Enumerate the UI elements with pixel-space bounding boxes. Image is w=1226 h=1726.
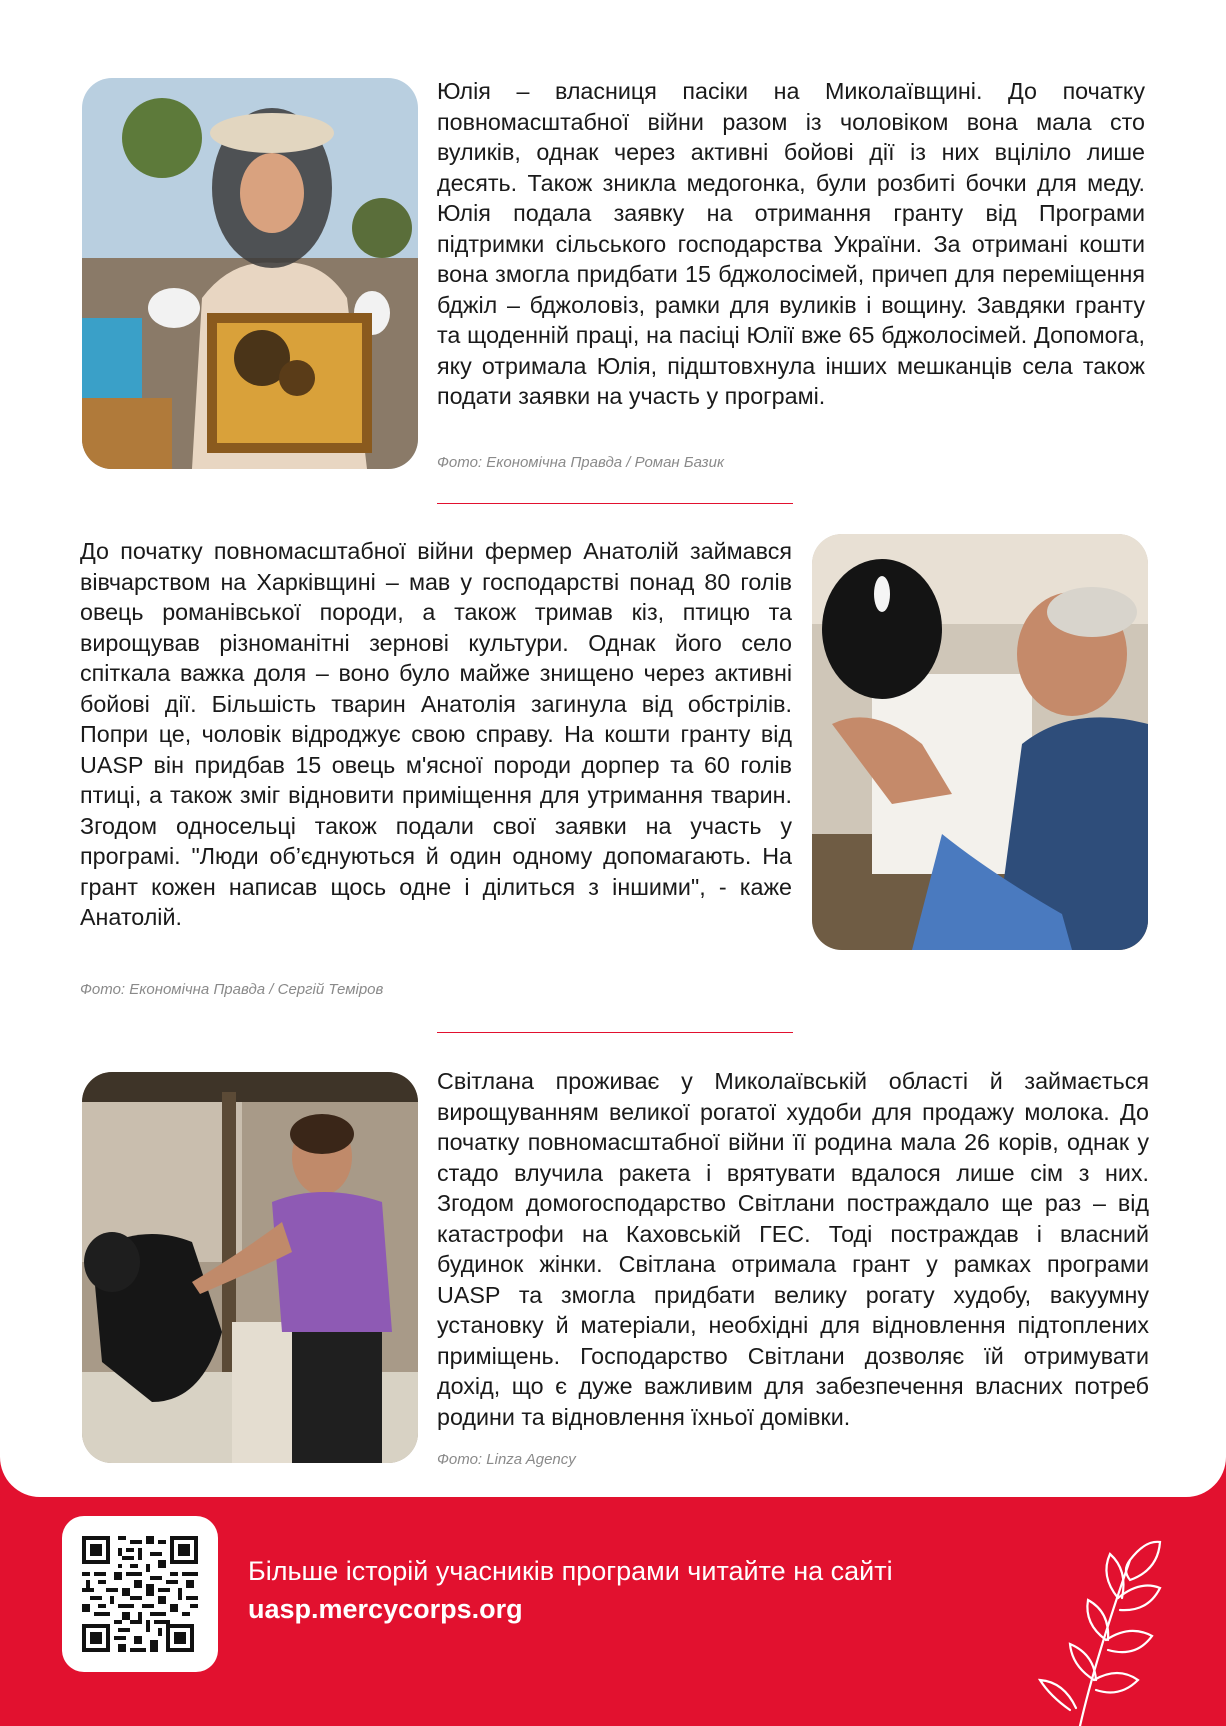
qr-code[interactable]	[62, 1516, 218, 1672]
photo-credit: Фото: Linza Agency	[437, 1451, 576, 1468]
qr-code-icon	[82, 1536, 198, 1652]
story-text: Юлія – власниця пасіки на Миколаївщині. До початку повномасштабної війни разом із чоловіком вона мала сто вуликів, однак через активні бойові дії із них вціліло лише десять. Також зникла медогонка, були розбиті бочки для меду. Юлія подала заявку на отримання гранту від Програми підтримки сільського господарства України. За отримані кошти вона змогла придбати 15 бджолосімей, причеп для переміщення бджіл – бджоловіз, рамки для вуликів і вощину. Завдяки гранту та щоденній праці, на пасіці Юлії вже 65 бджолосімей. Допомога, яку отримала Юлія, підштовхнула інших мешканців села також подати заявки на участь у програмі.	[437, 78, 1145, 409]
photo-credit: Фото: Економічна Правда / Роман Базик	[437, 454, 725, 471]
story-text: До початку повномасштабної війни фермер Анатолій займався вівчарством на Харківщині – мав у господарстві понад 80 голів овець романівської породи, а також тримав кіз, птицю та вирощував різноманітні зернові культури. Однак його село спіткала важка доля – воно було майже знищено через активні бойові дії. Більшість тварин Анатолія загинула від обстрілів. Попри це, чоловік відроджує свою справу. На кошти гранту від UASP він придбав 15 овець м'ясної породи дорпер та 60 голів птиці, а також зміг відновити приміщення для утримання тварин. Згодом односельці також подали свої заявки на участь у програмі. "Люди об’єднуються й один одному допомагають. На грант кожен написав щось одне і ділиться з іншими", - каже Анатолій.	[80, 538, 792, 930]
footer-text: Більше історій учасників програми читайте на сайті	[248, 1556, 893, 1586]
story-text: Світлана проживає у Миколаївській області й займається вирощуванням великої рогатої худоби для продажу молока. До початку повномасштабної війни її родина мала 26 корів, однак у стадо влучила ракета і врятувати вдалося лише сім з них. Згодом домогосподарство Світлани постраждало ще раз – від катастрофи на Каховській ГЕС. Тоді постраждав і власний будинок жінки. Світлана отримала грант у рамках програми UASP та змогла придбати велику рогату худобу, вакуумну установку й матеріали, необхідні для відновлення підтоплених приміщень. Господарство Світлани дозволяє їй отримувати дохід, що є дуже важливим для забезпечення власних потреб родини та відновлення їхньої домівки.	[437, 1068, 1149, 1430]
footer-message	[248, 1552, 893, 1628]
divider	[437, 503, 793, 504]
woman-with-cow-photo	[82, 1072, 418, 1463]
divider	[437, 1032, 793, 1033]
website-link[interactable]: uasp.mercycorps.org	[248, 1594, 523, 1624]
wheat-sprig-icon	[1010, 1540, 1180, 1726]
farmer-with-sheep-photo	[812, 534, 1148, 950]
beekeeper-photo	[82, 78, 418, 469]
photo-credit: Фото: Економічна Правда / Сергій Теміров	[80, 981, 384, 998]
